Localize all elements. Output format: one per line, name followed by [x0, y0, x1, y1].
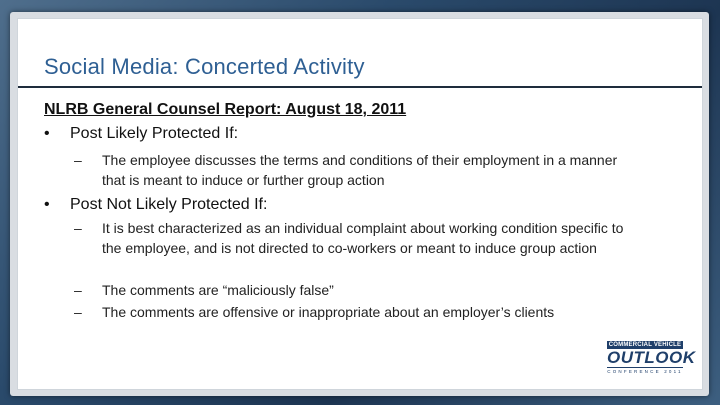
bullet-marker: • [44, 196, 50, 213]
section-heading: NLRB General Counsel Report: August 18, 2011 [44, 101, 407, 118]
bullet-text: Post Not Likely Protected If: [70, 196, 268, 213]
sub-bullet-marker: – [74, 282, 82, 298]
bullet-text: Post Likely Protected If: [70, 125, 239, 142]
sub-bullet-marker: – [74, 304, 82, 320]
sub-bullet-text: The comments are offensive or inappropriate about an employer’s clients [102, 304, 555, 320]
sub-bullet-marker: – [74, 152, 82, 168]
slide-title: Social Media: Concerted Activity [44, 54, 365, 79]
sub-bullet-text: The employee discusses the terms and conditions of their employment in a manner that is meant to induce or further group action [102, 152, 618, 188]
conference-logo [607, 341, 696, 375]
logo-main-text: OUTLOOK [607, 348, 696, 367]
bullet-marker: • [44, 125, 50, 142]
sub-bullet-text: It is best characterized as an individual complaint about working condition specific to the employee, and is not directed to co-workers or meant to induce group action [102, 220, 624, 256]
title-divider [18, 86, 702, 88]
logo-top-text: COMMERCIAL VEHICLE [608, 342, 682, 348]
logo-bottom-text: CONFERENCE 2011 [607, 369, 683, 374]
sub-bullet-text: The comments are “maliciously false” [102, 282, 334, 298]
sub-bullet-marker: – [74, 220, 82, 236]
